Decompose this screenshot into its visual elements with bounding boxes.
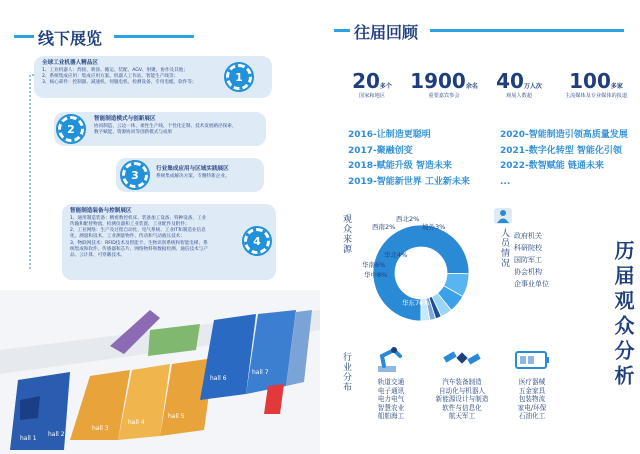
left-section-title: 线下展览	[38, 29, 103, 48]
chart-label-overseas: 境外3%	[422, 223, 446, 231]
zone-2-gear-icon: 2	[58, 116, 84, 142]
stat-4: 100多家 主流媒体及专业媒体的报道	[564, 69, 628, 99]
zone-4-line-1: 1、通用制造装备：精密数控机床、装备加工设备、特种设备、工业	[70, 215, 207, 221]
personnel-item: 协会机构	[514, 268, 542, 276]
right-section-header	[334, 20, 624, 42]
history-list-right	[500, 128, 640, 190]
stat-1: 20多个 国家和地区	[352, 69, 392, 99]
hall-1-label: hall 1	[20, 435, 37, 442]
industry-label: 行业分布	[341, 352, 351, 392]
history-item: 2019-智能新世界 工业新未来	[348, 176, 470, 187]
history-list-left	[348, 128, 498, 190]
personnel-item: 科研院校	[514, 244, 542, 252]
stat-2: 1900余名 重要嘉宾参会	[410, 69, 478, 99]
satellite-icon	[442, 344, 482, 374]
zone-4-title: 智能制造装备与控制展区	[70, 208, 132, 214]
history-item: 2021-数字化转型 智能化引领	[500, 145, 622, 156]
zone-4-gear-icon: 4	[244, 228, 270, 254]
industry-group-1: 轨道交通 电子通讯 电力电气 智慧农业 船舶海工	[377, 378, 405, 420]
history-item: ...	[500, 176, 511, 187]
zone-1-gear-icon: 1	[226, 64, 252, 90]
personnel-label: 人员情况	[499, 228, 509, 268]
chart-label-south: 华南6%	[362, 261, 386, 269]
zone-1-line-2: 2、系统集成应用：集成应用方案、机器人工作站、智能生产线等；	[42, 73, 179, 79]
robot-arm-icon	[370, 344, 410, 374]
history-item: 2022-数智赋能 链通未来	[500, 161, 604, 171]
history-item: 2018-赋能升级 智造未来	[348, 161, 452, 171]
chart-label-north: 华北4%	[384, 251, 408, 259]
personnel-icon	[494, 208, 512, 224]
personnel-item: 企事业单位	[514, 280, 549, 288]
right-section-title: 往届回顾	[354, 23, 419, 42]
zone-4-line-4: 化、测量和技术、工业测量物件、传动和气动液压技术；	[70, 234, 185, 240]
chart-label-northwest: 西北2%	[396, 215, 420, 223]
zone-4-line-3: 2、工业网络：生产及过程自动化、电气系统、工业IT和制造业信息	[70, 228, 206, 234]
zone-3-gear-icon: 3	[122, 162, 148, 188]
zone-4-line-6: 统集成和软件、传感器和芯片、网络物料和数据检测、通信技术与产	[70, 246, 208, 252]
hall-5-label: hall 5	[168, 413, 185, 420]
chart-label-southwest: 西南2%	[372, 223, 396, 231]
audience-source-label: 观众来源	[341, 214, 351, 254]
personnel-item: 政府机关	[514, 232, 542, 240]
chart-label-central: 华中8%	[364, 271, 388, 279]
zone-2-card	[54, 112, 266, 146]
zone-2-line-1: 协同制造、云边一体、柔性生产线、个性化定制、技术发展路径探索、	[94, 123, 237, 129]
zone-1-title: 全球工业机器人精品区	[42, 60, 98, 66]
stat-3: 40万人次 观展人数超	[496, 69, 542, 99]
chart-label-east: 华东76%	[402, 299, 430, 307]
hall-6-label: hall 6	[210, 375, 227, 382]
hall-2-label: hall 2	[48, 431, 65, 438]
zone-4-line-7: 品、云计算、可穿戴技术。	[70, 253, 126, 259]
zone-4-line-5: 3、物联网技术：RFID技术及智能卡、生物识别系统和智能电梯、系	[70, 240, 208, 246]
floor-plan-map	[0, 290, 320, 454]
history-item: 2020-智能制造引领高质量发展	[500, 130, 628, 140]
industry-group-2: 汽车装备制造 自动化与机器人 新能源设计与制造 软件与信息化 航天军工	[435, 378, 489, 420]
personnel-list	[514, 230, 574, 290]
zone-3-title: 行业集成应用与区域实践展区	[156, 166, 229, 172]
history-item: 2016-让制造更聪明	[348, 130, 431, 140]
side-title: 历届观众分析	[611, 240, 635, 390]
battery-icon	[512, 346, 552, 372]
zone-2-line-2: 数字赋能、资源协同等创新模式与成果	[94, 129, 173, 135]
zone-1-line-1: 1、工业机器人：焊接、喷涂、搬运、装配、AGV、射聚、协作及其他；	[42, 67, 188, 73]
zone-1-line-3: 3、核心部件：控制器、减速机、伺服电机、检测设备、专用电缆、软件等；	[42, 80, 197, 86]
zone-3-line-1: 系统集成解决方案、专精特新企业。	[156, 173, 230, 179]
left-section-header	[14, 26, 194, 48]
zone-2-title: 智能制造模式与创新展区	[94, 116, 156, 122]
hall-7-label: hall 7	[252, 369, 269, 376]
personnel-item: 国防军工	[514, 256, 542, 264]
hall-4-label: hall 4	[128, 419, 145, 426]
map-zone-blue-west	[10, 372, 70, 450]
hall-3-label: hall 3	[92, 425, 109, 432]
industry-group-3: 医疗器械 五金家具 包装物流 家电/环保 石油化工	[517, 378, 547, 420]
zone-4-line-2: 传输和配智物流、检测仪器和工业装置、工业配件及附件；	[70, 221, 190, 227]
history-item: 2017-聚融创变	[348, 145, 413, 156]
